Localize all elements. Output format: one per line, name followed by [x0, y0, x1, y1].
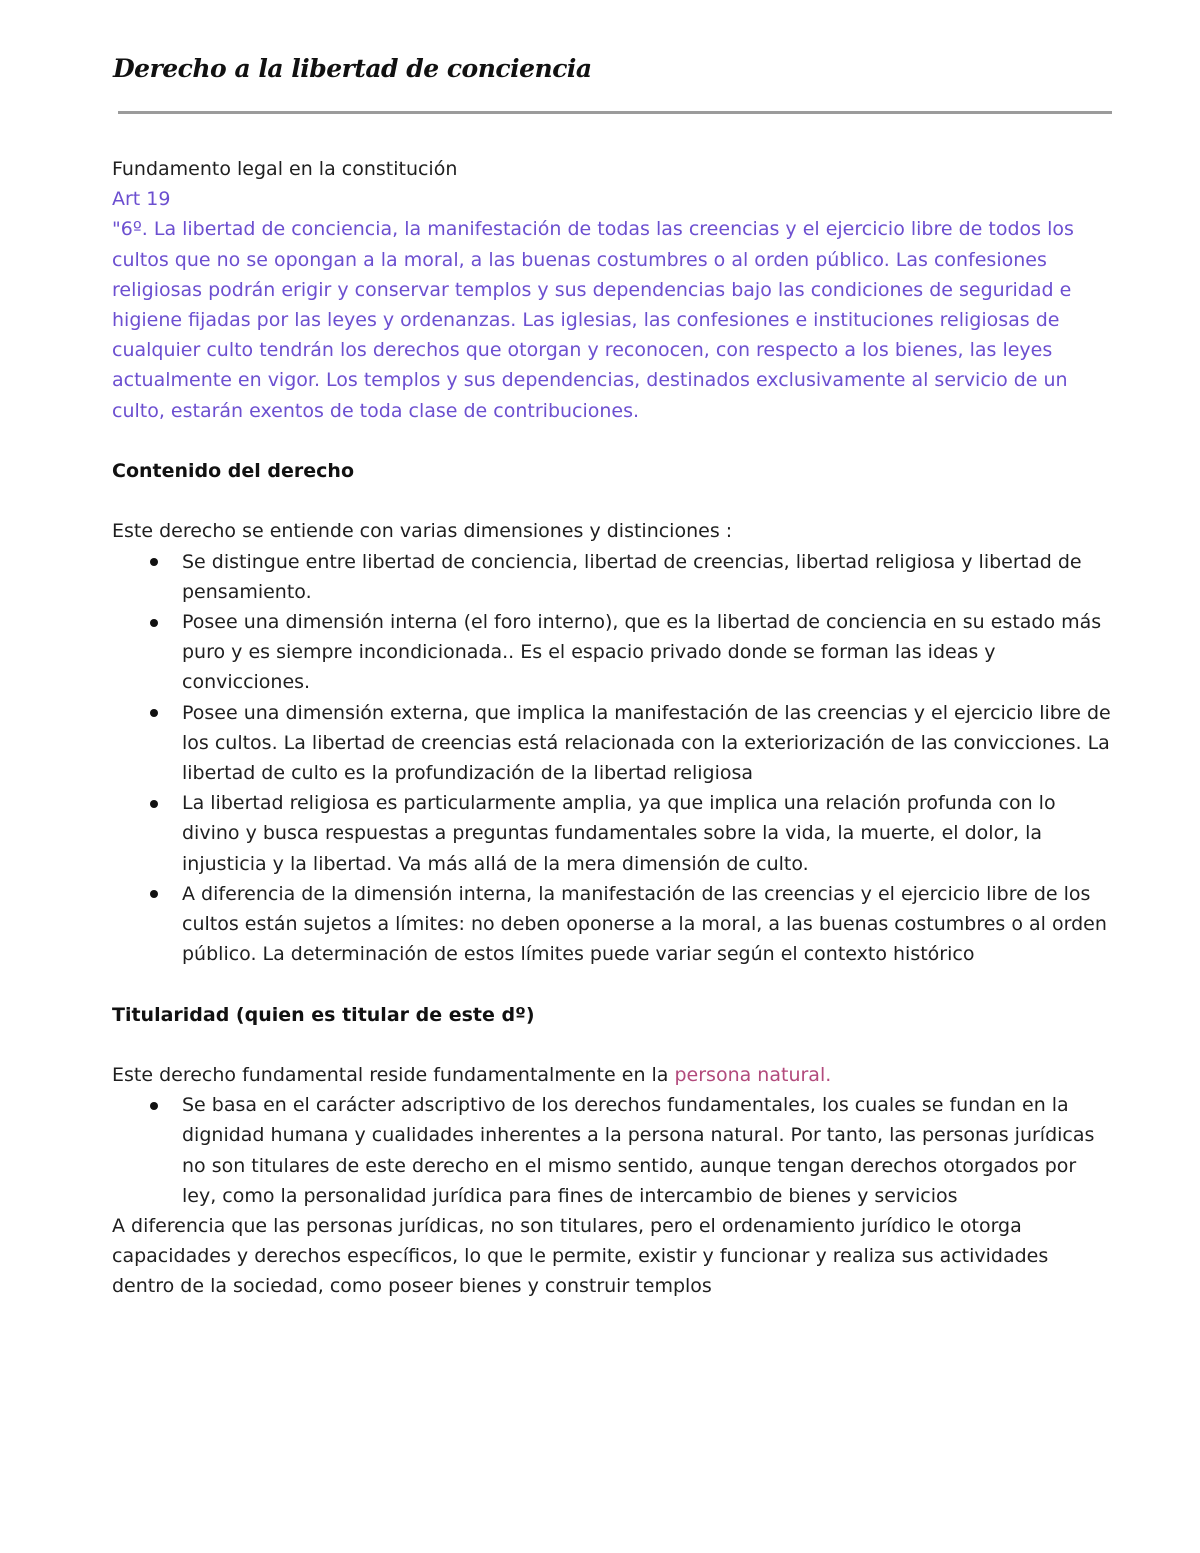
titularidad-heading: Titularidad (quien es titular de este dº)	[112, 1003, 535, 1026]
paragraph-spacer	[112, 969, 1112, 999]
list-item	[112, 788, 1112, 879]
bullet-icon	[150, 800, 158, 808]
list-item-text: A diferencia de la dimensión interna, la manifestación de las creencias y el ejercicio libre de los cultos están sujetos a límites: no deben oponerse a la moral, a las buenas costumbres o al orden público. La determinación de estos límites puede variar según el contexto histórico	[182, 882, 1107, 966]
titularidad-closing: A diferencia que las personas jurídicas, no son titulares, pero el ordenamiento jurídico le otorga capacidades y derechos específicos, lo que le permite, existir y funcionar y realiza sus actividades dentro de la sociedad, como poseer bienes y construir templos	[112, 1215, 1049, 1298]
list-item	[112, 1090, 1112, 1211]
bullet-icon	[150, 558, 158, 566]
titularidad-section	[112, 1000, 1112, 1302]
document-title: Derecho a la libertad de conciencia	[113, 54, 592, 83]
list-item	[112, 698, 1112, 789]
list-item-text: Posee una dimensión externa, que implica la manifestación de las creencias y el ejercicio libre de los cultos. La libertad de creencias está relacionada con la exteriorización de las convicciones. La libertad de culto es la profundización de la libertad religiosa	[182, 701, 1111, 785]
list-item	[112, 547, 1112, 607]
fundamento-section	[112, 154, 1112, 426]
titularidad-list	[112, 1090, 1112, 1211]
paragraph-spacer	[112, 426, 1112, 456]
list-item	[112, 879, 1112, 970]
list-item-text: Se distingue entre libertad de conciencia, libertad de creencias, libertad religiosa y libertad de pensamiento.	[182, 550, 1082, 603]
titularidad-intro	[112, 1060, 1112, 1090]
persona-natural-highlight: persona natural.	[674, 1064, 832, 1087]
article-label: Art 19	[112, 188, 171, 211]
document-body	[112, 154, 1112, 1302]
paragraph-spacer	[112, 486, 1112, 516]
bullet-icon	[150, 1102, 158, 1110]
bullet-icon	[150, 619, 158, 627]
contenido-heading: Contenido del derecho	[112, 460, 354, 483]
list-item	[112, 607, 1112, 698]
contenido-section	[112, 456, 1112, 969]
list-item-text: Posee una dimensión interna (el foro interno), que es la libertad de conciencia en su estado más puro y es siempre incondicionada.. Es el espacio privado donde se forman las ideas y convicciones.	[182, 611, 1102, 694]
article-quote: "6º. La libertad de conciencia, la manifestación de todas las creencias y el ejercicio libre de todos los cultos que no se opongan a la moral, a las buenas costumbres o al orden público. Las confesiones religiosas podrán erigir y conservar templos y sus dependencias bajo las condiciones de seguridad e higiene fijadas por las leyes y ordenanzas. Las iglesias, las confesiones e instituciones religiosas de cualquier culto tendrán los derechos que otorgan y reconocen, con respecto a los bienes, las leyes actualmente en vigor. Los templos y sus dependencias, destinados exclusivamente al servicio de un culto, estarán exentos de toda clase de contribuciones.	[112, 218, 1074, 422]
bullet-icon	[150, 890, 158, 898]
title-divider	[118, 111, 1112, 114]
titularidad-intro-text: Este derecho fundamental reside fundamentalmente en la	[112, 1064, 675, 1087]
fundamento-heading: Fundamento legal en la constitución	[112, 158, 458, 180]
list-item-text: La libertad religiosa es particularmente amplia, ya que implica una relación profunda con lo divino y busca respuestas a preguntas fundamentales sobre la vida, la muerte, el dolor, la injusticia y la libertad. Va más allá de la mera dimensión de culto.	[182, 792, 1056, 875]
contenido-list	[112, 547, 1112, 970]
list-item-text: Se basa en el carácter adscriptivo de los derechos fundamentales, los cuales se fundan en la dignidad humana y cualidades inherentes a la persona natural. Por tanto, las personas jurídicas no son titulares de este derecho en el mismo sentido, aunque tengan derechos otorgados por ley, como la personalidad jurídica para fines de intercambio de bienes y servicios	[182, 1094, 1095, 1207]
paragraph-spacer	[112, 1030, 1112, 1060]
bullet-icon	[150, 709, 158, 717]
contenido-intro: Este derecho se entiende con varias dimensiones y distinciones :	[112, 520, 733, 543]
